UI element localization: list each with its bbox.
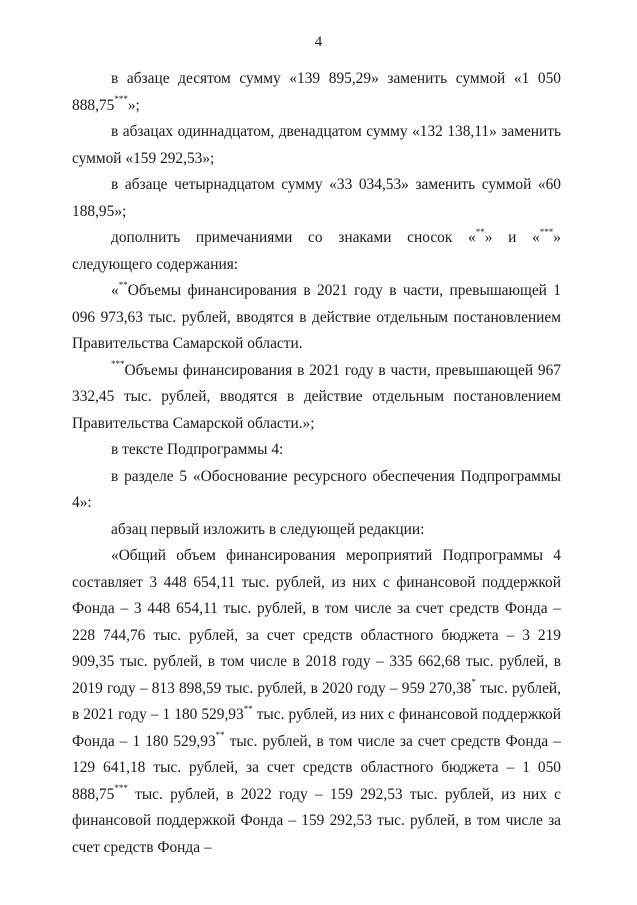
footnote-mark: ***	[114, 94, 128, 105]
paragraph-2: в абзацах одиннадцатом, двенадцатом сумму «132 138,11» заменить суммой «159 292,53»;	[72, 123, 561, 167]
paragraph-text: тыс. рублей, в 2022 году – 159 292,53 тыс. рублей, из них с финансовой поддержкой Фонда – 159 292,53 тыс. рублей, в том числе за счет средств Фонда –	[72, 785, 561, 856]
paragraph-7: в тексте Подпрограммы 4:	[111, 441, 284, 458]
paragraph-text: » следующего содержания:	[72, 229, 561, 273]
footnote-mark: **	[475, 226, 485, 237]
footnote-mark: *	[471, 677, 476, 688]
paragraph-text: тыс. рублей, в том числе за счет средств Фонда – 129 641,18 тыс. рублей, за счет средств областного бюджета – 1 050 888,75	[72, 732, 561, 803]
page-number: 4	[314, 34, 323, 50]
paragraph-text: «	[111, 282, 119, 299]
footnote-mark: ***	[114, 783, 128, 794]
paragraph-9: абзац первый изложить в следующей редакции:	[111, 520, 425, 538]
paragraph-5	[72, 278, 561, 358]
paragraph-text: «Общий объем финансирования мероприятий Подпрограммы 4 составляет 3 448 654,11 тыс. рублей, из них с финансовой поддержкой Фонда – 3 448 654,11 тыс. рублей, в том числе за счет средств Фонда – 228 744,76 тыс. рублей, за счет средств областного бюджета – 3 219 909,35 тыс. рублей, в том числе в 2018 году – 335 662,68 тыс. рублей, в 2019 году – 813 898,59 тыс. рублей, в 2020 году – 959 270,38	[72, 547, 561, 697]
document-body	[72, 66, 561, 861]
paragraph-text: Объемы финансирования в 2021 году в части, превышающей 967 332,45 тыс. рублей, вводятся в действие отдельным постановлением Правительства Самарской области.»;	[72, 361, 561, 432]
paragraph-text: тыс. рублей, из них с финансовой поддержкой Фонда – 1 180 529,93	[72, 706, 561, 750]
footnote-mark: **	[243, 703, 253, 714]
paragraph-text: Объемы финансирования в 2021 году в части, превышающей 1 096 973,63 тыс. рублей, вводятся в действие отдельным постановлением Правительства Самарской области.	[72, 282, 561, 352]
paragraph-4	[72, 225, 561, 278]
paragraph-3: в абзаце четырнадцатом сумму «33 034,53» заменить суммой «60 188,95»;	[72, 176, 561, 220]
footnote-mark: ***	[111, 359, 125, 370]
paragraph-text: в абзаце десятом сумму «139 895,29» заменить суммой «1 050 888,75	[72, 70, 561, 114]
paragraph-text: » и «	[484, 229, 540, 246]
paragraph-10	[72, 543, 561, 861]
paragraph-6	[72, 358, 561, 438]
footnote-mark: **	[215, 730, 225, 741]
paragraph-1	[72, 66, 561, 119]
paragraph-text: дополнить примечаниями со знаками сносок «	[111, 229, 476, 246]
paragraph-text: тыс. рублей, в 2021 году – 1 180 529,93	[72, 679, 562, 723]
paragraph-text: »;	[127, 96, 140, 114]
footnote-mark: ***	[539, 226, 554, 237]
footnote-mark: **	[118, 279, 128, 290]
paragraph-8: в разделе 5 «Обоснование ресурсного обеспечения Подпрограммы 4»:	[72, 467, 561, 511]
